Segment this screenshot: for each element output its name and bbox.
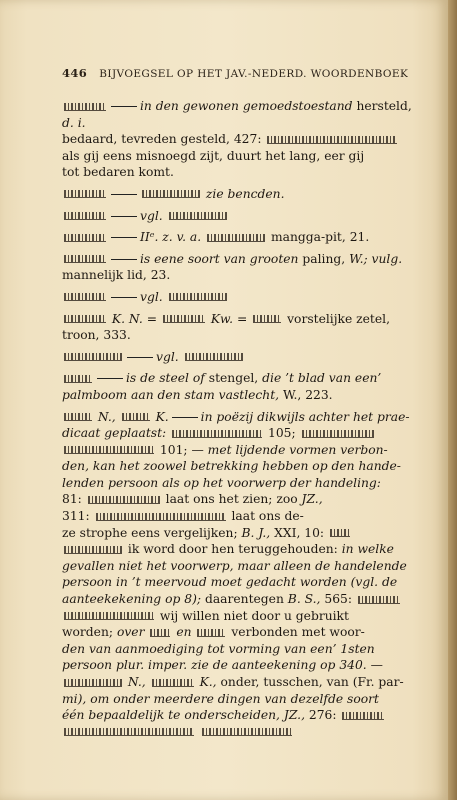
definition-text: persoon in ’t meervoud moet gedacht worden (vgl. de [62, 575, 398, 590]
abbreviation: d. i. [62, 115, 86, 130]
dash-rule [111, 259, 137, 260]
javanese-glyph [302, 430, 374, 438]
definition-text: vorstelijke zetel, [287, 311, 390, 326]
abbreviation: B. J., [241, 525, 271, 540]
javanese-glyph [64, 612, 154, 620]
definition-text: wij willen niet door u gebruikt [159, 608, 349, 623]
javanese-glyph [207, 234, 265, 242]
definition-text: dicaat geplaatst: [62, 426, 167, 441]
running-title: BIJVOEGSEL OP HET JAV.-NEDERD. WOORDENBOEK [99, 68, 409, 80]
definition-text: 81: [62, 492, 82, 507]
javanese-glyph [358, 596, 400, 604]
definition-text: gevallen niet het voorwerp, maar alleen de handelende [62, 558, 407, 573]
javanese-glyph [64, 546, 122, 554]
definition-text: tot bedaren komt. [62, 165, 174, 180]
javanese-glyph [64, 212, 106, 220]
definition-text: is de steel [126, 371, 189, 386]
javanese-glyph [202, 728, 292, 736]
reference-word: vgl. [140, 208, 163, 223]
dash-rule [111, 106, 137, 107]
reference-word: zie [205, 186, 224, 201]
definition-text: 311: [62, 509, 90, 524]
entry-6 [62, 289, 422, 306]
dash-rule [111, 194, 137, 195]
javanese-glyph [169, 212, 227, 220]
dash-rule [172, 417, 198, 418]
entry-9 [62, 370, 422, 403]
definition-text: persoon plur. imper. zie de aanteekening op 340. [62, 658, 367, 673]
definition-text: bedaard, tevreden gesteld, 427: [62, 132, 262, 147]
definition-text: met lijdende vormen verbon- [207, 442, 388, 457]
abbreviation: B. S., [287, 592, 321, 607]
definition-text: is eene soort van grooten [140, 251, 299, 266]
abbreviation: W.; vulg. [349, 251, 403, 266]
entry-4 [62, 229, 422, 246]
entry-5 [62, 251, 422, 284]
entry-2 [62, 186, 422, 203]
entry-8 [62, 349, 422, 366]
definition-text: worden; [62, 625, 114, 640]
definition-text: laat ons het zien; zoo [165, 492, 298, 507]
definition-text: één bepaaldelijk te onderscheiden, [62, 708, 280, 723]
javanese-glyph [172, 430, 262, 438]
definition-text: lenden persoon als op het voorwerp der handeling: [62, 475, 381, 490]
javanese-glyph [330, 529, 350, 537]
definition-text: 105; [268, 426, 296, 441]
definition-text: mi), [62, 691, 87, 706]
definition-text: mannelijk lid, 23. [62, 268, 171, 283]
reference-word: vgl. [156, 349, 179, 364]
javanese-glyph [64, 190, 106, 198]
definition-text: 276: [308, 708, 337, 723]
abbreviation: JZ., [283, 708, 305, 723]
javanese-glyph [64, 728, 194, 736]
definition-text: aanteekekening op 8); [62, 592, 202, 607]
definition-text: bencden. [227, 186, 285, 201]
abbreviation: K. N. = [111, 311, 158, 326]
definition-text: om onder meerdere dingen van dezelfde soort [90, 691, 379, 706]
abbreviation: K. [155, 409, 169, 424]
definition-text: den van aanmoediging tot vorming van een’ 1sten [62, 641, 375, 656]
javanese-glyph [152, 679, 194, 687]
definition-text: ik word door hen teruggehouden: [127, 542, 338, 557]
javanese-glyph [64, 446, 154, 454]
entry-1 [62, 98, 422, 181]
definition-text: W., 223. [283, 387, 333, 402]
definition-text: en [176, 625, 192, 640]
definition-text: 101; [159, 442, 188, 457]
javanese-glyph [64, 353, 122, 361]
definition-text: onder, tusschen, van (Fr. par- [220, 675, 404, 689]
definition-text: stengel, [208, 371, 259, 386]
javanese-glyph [342, 712, 384, 720]
javanese-glyph [122, 413, 150, 421]
definition-text: of [192, 371, 205, 386]
definition-text: 565: [324, 592, 353, 607]
running-header [62, 66, 412, 80]
dash-rule [127, 357, 153, 358]
entry-10: N., K. in poëzij dikwijls achter het prae- dicaat geplaatst: 105; 101; — met lijdende vormen verbon- den, kan het zoowel betrekking hebben op den hande- lenden persoon als op het voorwerp der handeling: 81: laat ons het zien; zoo JZ., 311: laat ons de- ze strophe eens vergelijken; B. J., XXI, 10: ik word door hen teruggehouden: in welke gevallen niet het voorwerp, maar alleen de handelende persoon in ’t meervoud moet gedacht worden (vgl. de aanteekekening op 8); daarentegen B. S., 565: wij willen niet door u gebruikt worden; over en verbonden met woor- den van aanmoediging tot vorming van een’ 1sten persoon plur. imper. zie de aanteekening op 340. — N., K., onder, tusschen, van (Fr. par- mi), om onder meerdere dingen van dezelfde soort één bepaaldelijk te onderscheiden, JZ., 276: [62, 409, 422, 741]
javanese-glyph [64, 375, 92, 383]
abbreviation: K., [199, 675, 217, 689]
javanese-glyph [88, 496, 160, 504]
abbreviation: Kw. = [210, 311, 248, 326]
javanese-glyph [64, 293, 106, 301]
javanese-glyph [185, 353, 243, 361]
javanese-glyph [150, 629, 170, 637]
definition-text: in welke [341, 542, 394, 557]
page-edge [448, 0, 457, 800]
dictionary-text [62, 98, 422, 745]
abbreviation: N., [97, 409, 116, 424]
javanese-glyph [267, 136, 397, 144]
definition-text: in den gewonen gemoedstoestand [140, 99, 353, 113]
definition-text: over [116, 625, 145, 640]
entry-7 [62, 311, 422, 344]
javanese-glyph [64, 679, 122, 687]
definition-text: daarentegen [204, 592, 284, 607]
javanese-glyph [142, 190, 200, 198]
definition-text: den, kan het zoowel betrekking hebben op den hande- [62, 459, 401, 474]
abbreviation: N., [127, 675, 146, 689]
javanese-glyph [169, 293, 227, 301]
javanese-glyph [64, 103, 106, 111]
abbreviation: JZ., [301, 492, 323, 507]
dash-rule [111, 297, 137, 298]
definition-text: ze strophe eens vergelijken; [62, 525, 238, 540]
definition-text: laat ons de- [231, 509, 304, 524]
definition-text: verbonden met woor- [231, 625, 365, 640]
reference-word: vgl. [140, 289, 163, 304]
definition-text: palmboom aan den stam vastlecht, [62, 387, 280, 402]
dash-rule [97, 378, 123, 379]
page-number: 446 [62, 66, 88, 80]
definition-text: die ’t blad van een’ [262, 371, 382, 386]
javanese-glyph [197, 629, 225, 637]
dash-rule [111, 216, 137, 217]
javanese-glyph [64, 234, 106, 242]
javanese-glyph [163, 315, 205, 323]
javanese-glyph [64, 315, 106, 323]
definition-text: in poëzij dikwijls achter het prae- [200, 409, 410, 424]
definition-text: als gij eens misnoegd zijt, duurt het lang, eer gij [62, 148, 365, 163]
definition-text: mangga-pit, 21. [270, 230, 370, 245]
javanese-glyph [253, 315, 281, 323]
entry-3 [62, 208, 422, 225]
javanese-glyph [64, 255, 106, 263]
definition-text: hersteld, [356, 99, 412, 113]
definition-text: XXI, 10: [274, 525, 325, 540]
javanese-glyph [64, 413, 92, 421]
dash-rule [111, 237, 137, 238]
definition-text: paling, [302, 251, 346, 266]
javanese-glyph [96, 513, 226, 521]
definition-text: troon, 333. [62, 328, 131, 343]
reference-word: IIᵉ. z. v. a. [140, 230, 202, 245]
